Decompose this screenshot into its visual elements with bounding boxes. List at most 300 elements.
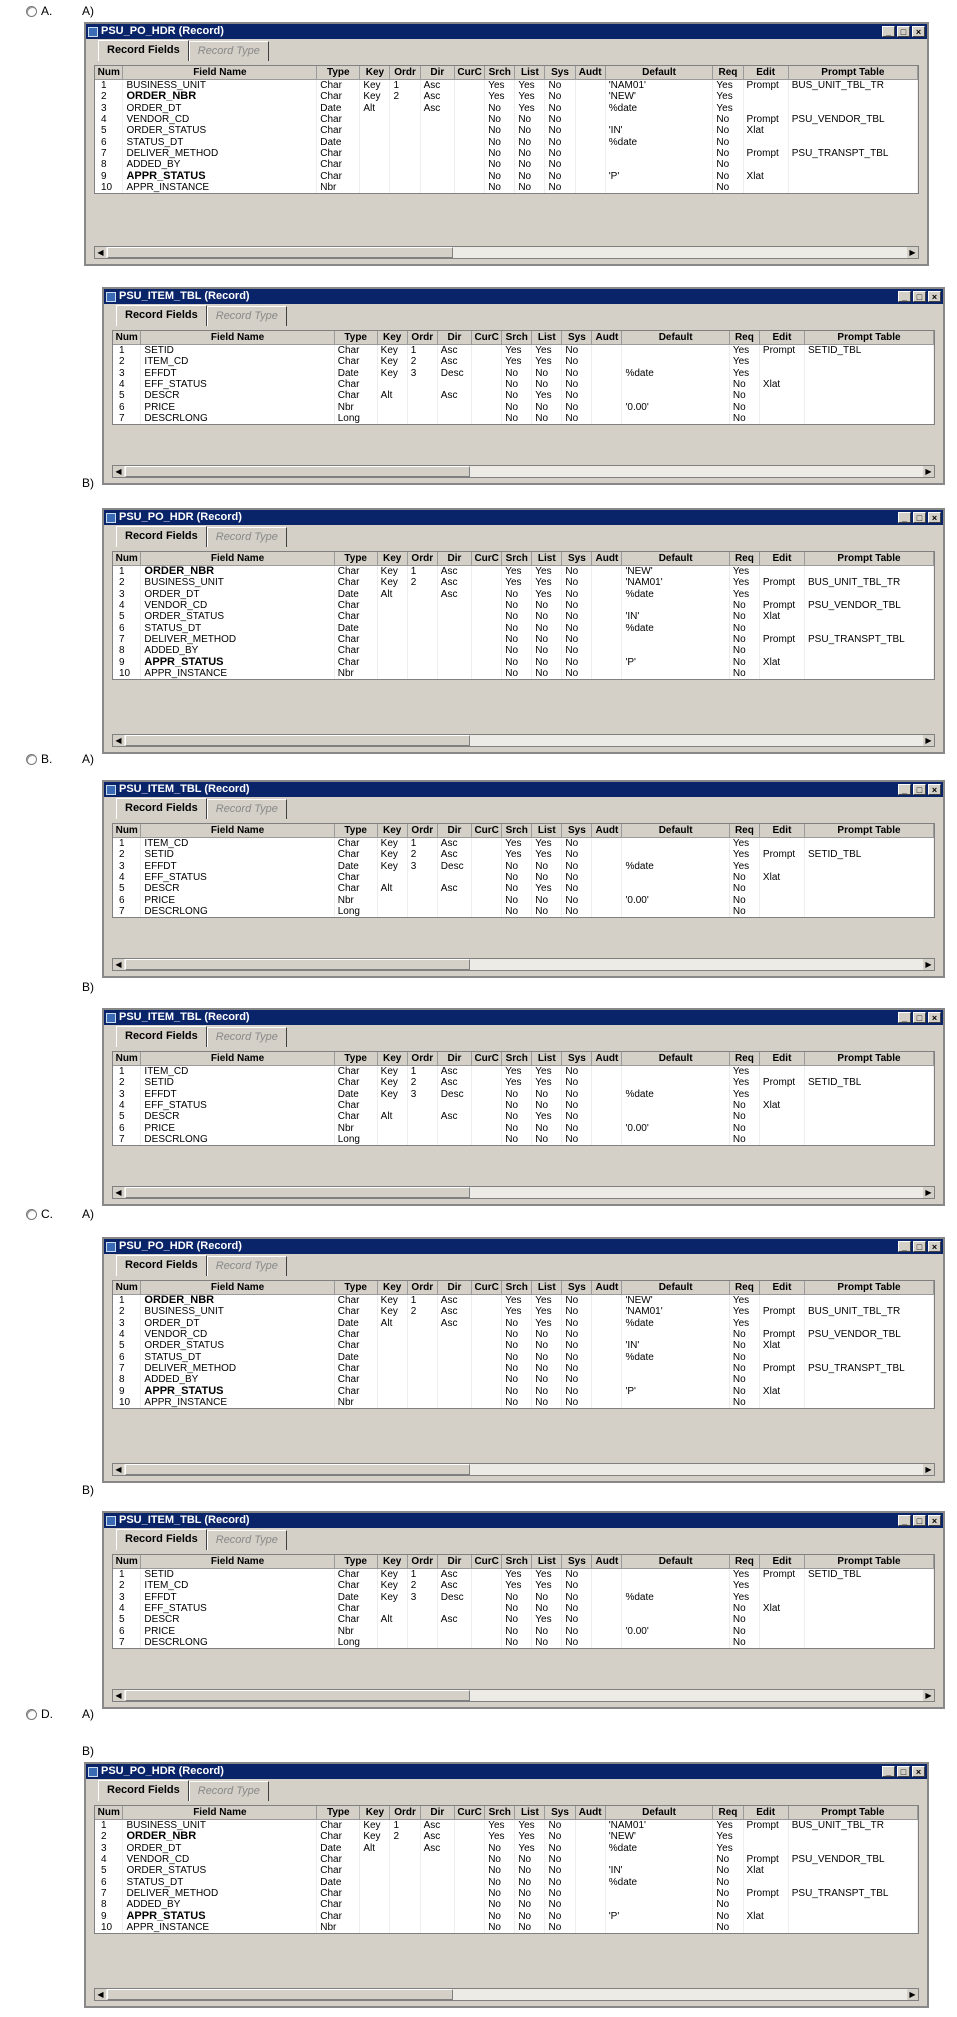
column-header-edit[interactable]: Edit [759, 1052, 804, 1066]
table-row[interactable] [113, 1569, 934, 1581]
tab-record-fields[interactable]: Record Fields [98, 40, 189, 61]
column-header-type[interactable]: Type [334, 1052, 377, 1066]
table-row[interactable] [113, 368, 934, 379]
title-bar[interactable] [86, 24, 927, 39]
cell-req: No [713, 114, 743, 125]
cell-key: Key [377, 1306, 407, 1317]
table-row[interactable] [113, 872, 934, 883]
cell-req: Yes [729, 566, 759, 578]
table-row[interactable] [95, 1910, 918, 1921]
table-row[interactable] [113, 1066, 934, 1078]
column-header-type[interactable]: Type [334, 1555, 377, 1569]
table-row[interactable] [113, 1637, 934, 1648]
scroll-right-icon[interactable]: ▶ [907, 1989, 918, 2000]
maximize-icon[interactable]: □ [913, 784, 926, 795]
column-header-ordr[interactable]: Ordr [390, 1806, 420, 1820]
column-header-curc[interactable]: CurC [455, 1806, 485, 1820]
close-icon[interactable]: × [928, 784, 941, 795]
column-header-dir[interactable]: Dir [437, 824, 471, 838]
table-row[interactable] [95, 1876, 918, 1887]
scroll-right-icon[interactable]: ▶ [923, 735, 934, 746]
column-header-key[interactable]: Key [377, 824, 407, 838]
title-bar[interactable] [104, 1010, 943, 1025]
tab-record-fields[interactable]: Record Fields [116, 1255, 207, 1276]
column-header-key[interactable]: Key [377, 1281, 407, 1295]
cell-list: Yes [532, 849, 562, 860]
maximize-icon[interactable]: □ [897, 26, 910, 37]
cell-dir: Asc [437, 577, 471, 588]
column-header-type[interactable]: Type [317, 66, 360, 80]
table-row[interactable] [113, 634, 934, 645]
column-header-req[interactable]: Req [729, 1281, 759, 1295]
table-row[interactable] [113, 906, 934, 917]
column-header-req[interactable]: Req [713, 1806, 743, 1820]
title-bar[interactable] [104, 510, 943, 525]
column-header-num[interactable]: Num [113, 1281, 141, 1295]
column-header-srch[interactable]: Srch [502, 552, 532, 566]
table-row[interactable] [113, 1592, 934, 1603]
column-header-num[interactable]: Num [113, 331, 141, 345]
table-row[interactable] [113, 883, 934, 894]
column-header-field-name[interactable]: Field Name [141, 824, 334, 838]
table-row[interactable] [95, 1865, 918, 1876]
column-header-req[interactable]: Req [729, 1555, 759, 1569]
table-row[interactable] [113, 345, 934, 357]
column-header-dir[interactable]: Dir [437, 552, 471, 566]
cell-list: Yes [532, 566, 562, 578]
column-header-default[interactable]: Default [622, 1281, 729, 1295]
column-header-type[interactable]: Type [334, 1281, 377, 1295]
table-row[interactable] [95, 1854, 918, 1865]
table-row[interactable] [113, 645, 934, 656]
column-header-ordr[interactable]: Ordr [390, 66, 420, 80]
horizontal-scrollbar[interactable] [112, 734, 935, 747]
radio-button-icon[interactable] [26, 6, 37, 17]
scroll-right-icon[interactable]: ▶ [907, 247, 918, 258]
minimize-icon[interactable]: _ [898, 784, 911, 795]
close-icon[interactable]: × [928, 512, 941, 523]
column-header-curc[interactable]: CurC [472, 1052, 502, 1066]
column-header-prompt-table[interactable]: Prompt Table [805, 1052, 934, 1066]
tab-record-fields[interactable]: Record Fields [116, 798, 207, 819]
minimize-icon[interactable]: _ [898, 1241, 911, 1252]
minimize-icon[interactable]: _ [898, 1012, 911, 1023]
column-header-ordr[interactable]: Ordr [407, 824, 437, 838]
column-header-prompt-table[interactable]: Prompt Table [788, 1806, 917, 1820]
column-header-srch[interactable]: Srch [485, 1806, 515, 1820]
table-row[interactable] [113, 589, 934, 600]
table-row[interactable] [95, 159, 918, 170]
cell-audt [592, 1122, 622, 1133]
maximize-icon[interactable]: □ [913, 291, 926, 302]
column-header-req[interactable]: Req [729, 331, 759, 345]
horizontal-scrollbar[interactable] [94, 246, 919, 259]
column-header-ordr[interactable]: Ordr [407, 552, 437, 566]
tab-record-type[interactable]: Record Type [207, 306, 287, 326]
column-header-sys[interactable]: Sys [562, 1555, 592, 1569]
scroll-thumb[interactable] [125, 1464, 470, 1475]
column-header-list[interactable]: List [532, 1555, 562, 1569]
table-row[interactable] [113, 1089, 934, 1100]
scroll-left-icon[interactable]: ◀ [113, 1690, 124, 1701]
column-header-default[interactable]: Default [622, 1052, 729, 1066]
column-header-audt[interactable]: Audt [592, 552, 622, 566]
cell-key: Alt [377, 1111, 407, 1122]
table-row[interactable] [113, 1111, 934, 1122]
table-row[interactable] [113, 849, 934, 860]
table-row[interactable] [113, 1122, 934, 1133]
table-row[interactable] [113, 1580, 934, 1591]
table-row[interactable] [113, 611, 934, 622]
cell-srch: No [485, 1922, 515, 1933]
title-bar[interactable] [104, 1513, 943, 1528]
column-header-sys[interactable]: Sys [562, 824, 592, 838]
table-row[interactable] [95, 103, 918, 114]
radio-button-icon[interactable] [26, 754, 37, 765]
column-header-audt[interactable]: Audt [575, 66, 605, 80]
option-b[interactable] [26, 752, 52, 766]
column-header-prompt-table[interactable]: Prompt Table [788, 66, 917, 80]
table-row[interactable] [95, 1899, 918, 1910]
table-row[interactable] [113, 894, 934, 905]
cell-type: Char [334, 600, 377, 611]
column-header-ordr[interactable]: Ordr [407, 1281, 437, 1295]
column-header-audt[interactable]: Audt [575, 1806, 605, 1820]
title-bar[interactable] [104, 1239, 943, 1254]
table-row[interactable] [113, 356, 934, 367]
scroll-thumb[interactable] [107, 1989, 453, 2000]
tab-record-fields[interactable]: Record Fields [98, 1780, 189, 1801]
column-header-list[interactable]: List [515, 1806, 545, 1820]
column-header-field-name[interactable]: Field Name [123, 1806, 317, 1820]
column-header-type[interactable]: Type [334, 552, 377, 566]
cell-edit [759, 1625, 804, 1636]
cell-curc [472, 1397, 502, 1408]
option-a[interactable] [26, 4, 52, 18]
table-row[interactable] [113, 1295, 934, 1307]
tab-record-type[interactable]: Record Type [207, 1256, 287, 1276]
table-row[interactable] [113, 668, 934, 679]
column-header-audt[interactable]: Audt [592, 331, 622, 345]
title-bar[interactable] [86, 1764, 927, 1779]
column-header-sys[interactable]: Sys [562, 331, 592, 345]
maximize-icon[interactable]: □ [913, 1241, 926, 1252]
cell-list: No [532, 600, 562, 611]
scroll-right-icon[interactable]: ▶ [923, 1187, 934, 1198]
column-header-edit[interactable]: Edit [759, 331, 804, 345]
column-header-prompt-table[interactable]: Prompt Table [805, 1555, 934, 1569]
tab-record-type[interactable]: Record Type [207, 1027, 287, 1047]
column-header-num[interactable]: Num [113, 824, 141, 838]
close-icon[interactable]: × [928, 1012, 941, 1023]
scroll-right-icon[interactable]: ▶ [923, 1464, 934, 1475]
column-header-curc[interactable]: CurC [472, 331, 502, 345]
cell-prompt-table [805, 1089, 934, 1100]
column-header-audt[interactable]: Audt [592, 824, 622, 838]
column-header-num[interactable]: Num [95, 1806, 123, 1820]
column-header-edit[interactable]: Edit [759, 552, 804, 566]
column-header-srch[interactable]: Srch [502, 331, 532, 345]
column-header-field-name[interactable]: Field Name [141, 1052, 334, 1066]
column-header-curc[interactable]: CurC [472, 552, 502, 566]
table-row[interactable] [113, 566, 934, 578]
close-icon[interactable]: × [912, 1766, 925, 1777]
column-header-type[interactable]: Type [334, 824, 377, 838]
column-header-dir[interactable]: Dir [437, 1281, 471, 1295]
column-header-curc[interactable]: CurC [455, 66, 485, 80]
column-header-prompt-table[interactable]: Prompt Table [805, 1281, 934, 1295]
table-row[interactable] [113, 622, 934, 633]
column-header-key[interactable]: Key [377, 331, 407, 345]
cell-num: 1 [95, 1820, 123, 1832]
column-header-key[interactable]: Key [377, 552, 407, 566]
column-header-sys[interactable]: Sys [562, 1281, 592, 1295]
cell-num: 6 [113, 1351, 141, 1362]
column-header-edit[interactable]: Edit [759, 1281, 804, 1295]
column-header-sys[interactable]: Sys [545, 1806, 575, 1820]
column-header-type[interactable]: Type [334, 331, 377, 345]
cell-edit [759, 1111, 804, 1122]
table-row[interactable] [113, 1100, 934, 1111]
title-bar[interactable] [104, 289, 943, 304]
scroll-thumb[interactable] [107, 247, 453, 258]
column-header-field-name[interactable]: Field Name [141, 1281, 334, 1295]
scroll-left-icon[interactable]: ◀ [113, 735, 124, 746]
tab-record-type[interactable]: Record Type [189, 1781, 269, 1801]
table-row[interactable] [113, 1340, 934, 1351]
table-row[interactable] [113, 600, 934, 611]
minimize-icon[interactable]: _ [882, 26, 895, 37]
column-header-req[interactable]: Req [729, 1052, 759, 1066]
column-header-prompt-table[interactable]: Prompt Table [805, 824, 934, 838]
tab-record-fields[interactable]: Record Fields [116, 305, 207, 326]
radio-button-icon[interactable] [26, 1709, 37, 1720]
close-icon[interactable]: × [928, 291, 941, 302]
cell-ordr [390, 170, 420, 181]
maximize-icon[interactable]: □ [913, 1012, 926, 1023]
horizontal-scrollbar[interactable] [112, 1463, 935, 1476]
scroll-left-icon[interactable]: ◀ [113, 1187, 124, 1198]
table-row[interactable] [113, 1318, 934, 1329]
scroll-left-icon[interactable]: ◀ [113, 1464, 124, 1475]
cell-prompt-table [805, 861, 934, 872]
column-header-srch[interactable]: Srch [502, 824, 532, 838]
tab-record-fields[interactable]: Record Fields [116, 526, 207, 547]
scroll-left-icon[interactable]: ◀ [113, 959, 124, 970]
column-header-sys[interactable]: Sys [562, 552, 592, 566]
scroll-thumb[interactable] [125, 1690, 470, 1701]
column-header-num[interactable]: Num [95, 66, 123, 80]
close-icon[interactable]: × [928, 1241, 941, 1252]
radio-button-icon[interactable] [26, 1209, 37, 1220]
scroll-right-icon[interactable]: ▶ [923, 466, 934, 477]
scroll-right-icon[interactable]: ▶ [923, 1690, 934, 1701]
column-header-req[interactable]: Req [713, 66, 743, 80]
table-row[interactable] [95, 170, 918, 181]
column-header-dir[interactable]: Dir [420, 1806, 454, 1820]
column-header-field-name[interactable]: Field Name [141, 552, 334, 566]
column-header-key[interactable]: Key [377, 1052, 407, 1066]
column-header-curc[interactable]: CurC [472, 824, 502, 838]
column-header-num[interactable]: Num [113, 1052, 141, 1066]
horizontal-scrollbar[interactable] [94, 1988, 919, 2001]
column-header-sys[interactable]: Sys [562, 1052, 592, 1066]
scroll-right-icon[interactable]: ▶ [923, 959, 934, 970]
tab-record-fields[interactable]: Record Fields [116, 1529, 207, 1550]
column-header-default[interactable]: Default [622, 552, 729, 566]
table-row[interactable] [95, 1820, 918, 1832]
scroll-left-icon[interactable]: ◀ [95, 247, 106, 258]
table-row[interactable] [113, 413, 934, 424]
column-header-list[interactable]: List [532, 1281, 562, 1295]
close-icon[interactable]: × [912, 26, 925, 37]
column-header-prompt-table[interactable]: Prompt Table [805, 331, 934, 345]
column-header-ordr[interactable]: Ordr [407, 1052, 437, 1066]
title-bar[interactable] [104, 782, 943, 797]
table-row[interactable] [95, 1922, 918, 1933]
minimize-icon[interactable]: _ [898, 512, 911, 523]
tab-record-type[interactable]: Record Type [207, 527, 287, 547]
horizontal-scrollbar[interactable] [112, 1186, 935, 1199]
table-row[interactable] [113, 1625, 934, 1636]
column-header-default[interactable]: Default [622, 1555, 729, 1569]
column-header-list[interactable]: List [532, 824, 562, 838]
table-row[interactable] [113, 1351, 934, 1362]
column-header-req[interactable]: Req [729, 824, 759, 838]
scroll-left-icon[interactable]: ◀ [95, 1989, 106, 2000]
table-row[interactable] [113, 379, 934, 390]
horizontal-scrollbar[interactable] [112, 1689, 935, 1702]
column-header-num[interactable]: Num [113, 552, 141, 566]
table-row[interactable] [95, 182, 918, 193]
minimize-icon[interactable]: _ [898, 291, 911, 302]
horizontal-scrollbar[interactable] [112, 465, 935, 478]
column-header-list[interactable]: List [515, 66, 545, 80]
column-header-key[interactable]: Key [377, 1555, 407, 1569]
minimize-icon[interactable]: _ [882, 1766, 895, 1777]
column-header-default[interactable]: Default [605, 66, 713, 80]
horizontal-scrollbar[interactable] [112, 958, 935, 971]
column-header-key[interactable]: Key [360, 66, 390, 80]
column-header-audt[interactable]: Audt [592, 1281, 622, 1295]
cell-edit: Xlat [759, 1100, 804, 1111]
table-row[interactable] [95, 80, 918, 92]
column-header-default[interactable]: Default [605, 1806, 713, 1820]
column-header-ordr[interactable]: Ordr [407, 1555, 437, 1569]
table-row[interactable] [113, 861, 934, 872]
tab-record-type[interactable]: Record Type [207, 799, 287, 819]
table-row[interactable] [95, 125, 918, 136]
cell-dir: Asc [437, 390, 471, 401]
column-header-field-name[interactable]: Field Name [141, 331, 334, 345]
column-header-default[interactable]: Default [622, 331, 729, 345]
minimize-icon[interactable]: _ [898, 1515, 911, 1526]
tab-record-type[interactable]: Record Type [189, 41, 269, 61]
table-row[interactable] [113, 1363, 934, 1374]
column-header-dir[interactable]: Dir [437, 1052, 471, 1066]
column-header-req[interactable]: Req [729, 552, 759, 566]
option-c[interactable] [26, 1207, 53, 1221]
table-row[interactable] [113, 1329, 934, 1340]
column-header-list[interactable]: List [532, 1052, 562, 1066]
cell-field-name: ORDER_NBR [141, 1295, 334, 1307]
close-icon[interactable]: × [928, 1515, 941, 1526]
column-header-ordr[interactable]: Ordr [407, 331, 437, 345]
column-header-curc[interactable]: CurC [472, 1555, 502, 1569]
maximize-icon[interactable]: □ [913, 512, 926, 523]
scroll-thumb[interactable] [125, 466, 470, 477]
column-header-list[interactable]: List [532, 552, 562, 566]
table-row[interactable] [113, 1306, 934, 1317]
table-row[interactable] [113, 577, 934, 588]
column-header-prompt-table[interactable]: Prompt Table [805, 552, 934, 566]
column-header-srch[interactable]: Srch [485, 66, 515, 80]
table-row[interactable] [95, 1888, 918, 1899]
column-header-default[interactable]: Default [622, 824, 729, 838]
column-header-field-name[interactable]: Field Name [141, 1555, 334, 1569]
table-row[interactable] [95, 148, 918, 159]
maximize-icon[interactable]: □ [897, 1766, 910, 1777]
tab-record-fields[interactable]: Record Fields [116, 1026, 207, 1047]
table-row[interactable] [113, 1603, 934, 1614]
column-header-srch[interactable]: Srch [502, 1281, 532, 1295]
column-header-num[interactable]: Num [113, 1555, 141, 1569]
table-row[interactable] [95, 1831, 918, 1842]
column-header-dir[interactable]: Dir [420, 66, 454, 80]
scroll-thumb[interactable] [125, 959, 470, 970]
column-header-type[interactable]: Type [317, 1806, 360, 1820]
table-row[interactable] [113, 1374, 934, 1385]
table-row[interactable] [95, 136, 918, 147]
table-row[interactable] [95, 114, 918, 125]
column-header-edit[interactable]: Edit [759, 824, 804, 838]
column-header-sys[interactable]: Sys [545, 66, 575, 80]
column-header-edit[interactable]: Edit [743, 66, 788, 80]
column-header-curc[interactable]: CurC [472, 1281, 502, 1295]
table-row[interactable] [113, 1614, 934, 1625]
table-row[interactable] [113, 1134, 934, 1145]
option-d[interactable] [26, 1707, 53, 1721]
table-row[interactable] [113, 1077, 934, 1088]
table-row[interactable] [113, 1385, 934, 1396]
table-row[interactable] [113, 401, 934, 412]
table-row[interactable] [95, 91, 918, 102]
column-header-key[interactable]: Key [360, 1806, 390, 1820]
column-header-dir[interactable]: Dir [437, 1555, 471, 1569]
column-header-edit[interactable]: Edit [743, 1806, 788, 1820]
scroll-thumb[interactable] [125, 735, 470, 746]
table-row[interactable] [95, 1843, 918, 1854]
column-header-list[interactable]: List [532, 331, 562, 345]
column-header-srch[interactable]: Srch [502, 1052, 532, 1066]
column-header-srch[interactable]: Srch [502, 1555, 532, 1569]
scroll-thumb[interactable] [125, 1187, 470, 1198]
column-header-audt[interactable]: Audt [592, 1052, 622, 1066]
table-row[interactable] [113, 838, 934, 850]
column-header-audt[interactable]: Audt [592, 1555, 622, 1569]
table-row[interactable] [113, 1397, 934, 1408]
maximize-icon[interactable]: □ [913, 1515, 926, 1526]
tab-record-type[interactable]: Record Type [207, 1530, 287, 1550]
column-header-dir[interactable]: Dir [437, 331, 471, 345]
cell-audt [592, 668, 622, 679]
cell-dir: Asc [437, 356, 471, 367]
column-header-field-name[interactable]: Field Name [123, 66, 317, 80]
column-header-edit[interactable]: Edit [759, 1555, 804, 1569]
table-row[interactable] [113, 390, 934, 401]
scroll-left-icon[interactable]: ◀ [113, 466, 124, 477]
table-row[interactable] [113, 656, 934, 667]
